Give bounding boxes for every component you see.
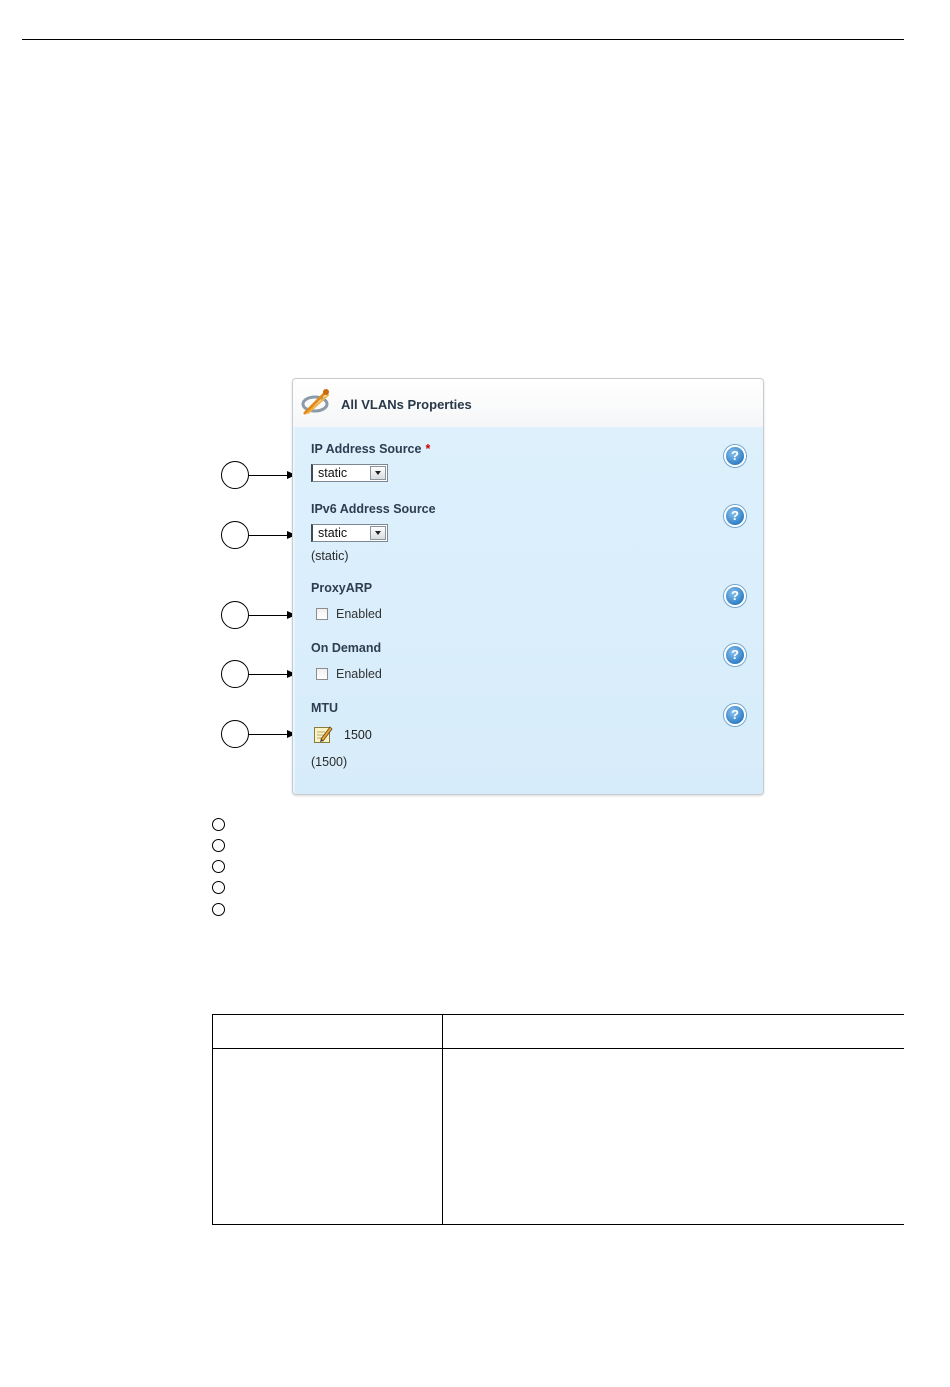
page-top-rule bbox=[22, 39, 904, 40]
ip-address-source-value: static bbox=[318, 466, 348, 480]
callout-arrow-4 bbox=[249, 674, 294, 675]
ipv6-address-source-select[interactable] bbox=[311, 524, 388, 542]
table-top-rule bbox=[212, 1014, 904, 1015]
legend-circle-5 bbox=[212, 903, 225, 916]
required-marker: * bbox=[425, 442, 431, 456]
callout-arrow-3 bbox=[249, 615, 294, 616]
parameter-table bbox=[212, 1014, 904, 1224]
help-icon[interactable]: ? bbox=[724, 585, 746, 607]
mtu-default-note: (1500) bbox=[311, 755, 348, 769]
on-demand-enabled-label[interactable]: Enabled bbox=[336, 667, 382, 681]
ipv6-address-source-label: IPv6 Address Source bbox=[311, 502, 436, 516]
mtu-label: MTU bbox=[311, 701, 339, 715]
callout-arrow-2 bbox=[249, 535, 294, 536]
chevron-down-icon[interactable] bbox=[370, 526, 386, 540]
help-icon[interactable]: ? bbox=[724, 644, 746, 666]
table-header-rule bbox=[212, 1048, 904, 1049]
help-icon[interactable]: ? bbox=[724, 704, 746, 726]
panel-header bbox=[293, 379, 763, 428]
vlan-properties-panel bbox=[292, 378, 764, 795]
proxyarp-label: ProxyARP bbox=[311, 581, 373, 595]
panel-title: All VLANs Properties bbox=[341, 397, 472, 412]
panel-body bbox=[293, 427, 763, 794]
callout-circle-2 bbox=[221, 521, 249, 549]
table-bottom-rule bbox=[212, 1224, 904, 1225]
vlan-properties-icon bbox=[299, 385, 333, 419]
help-icon[interactable]: ? bbox=[724, 505, 746, 527]
ipv6-address-source-value: static bbox=[318, 526, 348, 540]
callout-circle-5 bbox=[221, 720, 249, 748]
table-column-divider bbox=[442, 1014, 443, 1224]
proxyarp-enabled-label[interactable]: Enabled bbox=[336, 607, 382, 621]
callout-arrow-1 bbox=[249, 475, 294, 476]
callout-circle-1 bbox=[221, 461, 249, 489]
table-left-rule bbox=[212, 1014, 213, 1224]
on-demand-checkbox[interactable] bbox=[316, 668, 328, 680]
proxyarp-checkbox[interactable] bbox=[316, 608, 328, 620]
callout-arrow-5 bbox=[249, 734, 294, 735]
legend-circle-4 bbox=[212, 881, 225, 894]
legend-circle-1 bbox=[212, 818, 225, 831]
chevron-down-icon[interactable] bbox=[370, 466, 386, 480]
ipv6-default-note: (static) bbox=[311, 549, 349, 563]
callout-circle-3 bbox=[221, 601, 249, 629]
help-icon[interactable]: ? bbox=[724, 445, 746, 467]
ip-address-source-select[interactable] bbox=[311, 464, 388, 482]
legend-circle-3 bbox=[212, 860, 225, 873]
mtu-value[interactable]: 1500 bbox=[344, 728, 372, 742]
ip-address-source-label bbox=[311, 442, 430, 456]
legend-circle-2 bbox=[212, 839, 225, 852]
callout-circle-4 bbox=[221, 660, 249, 688]
on-demand-label: On Demand bbox=[311, 641, 382, 655]
ip-address-source-label-text: IP Address Source bbox=[311, 442, 422, 456]
edit-pencil-icon[interactable] bbox=[313, 724, 333, 744]
